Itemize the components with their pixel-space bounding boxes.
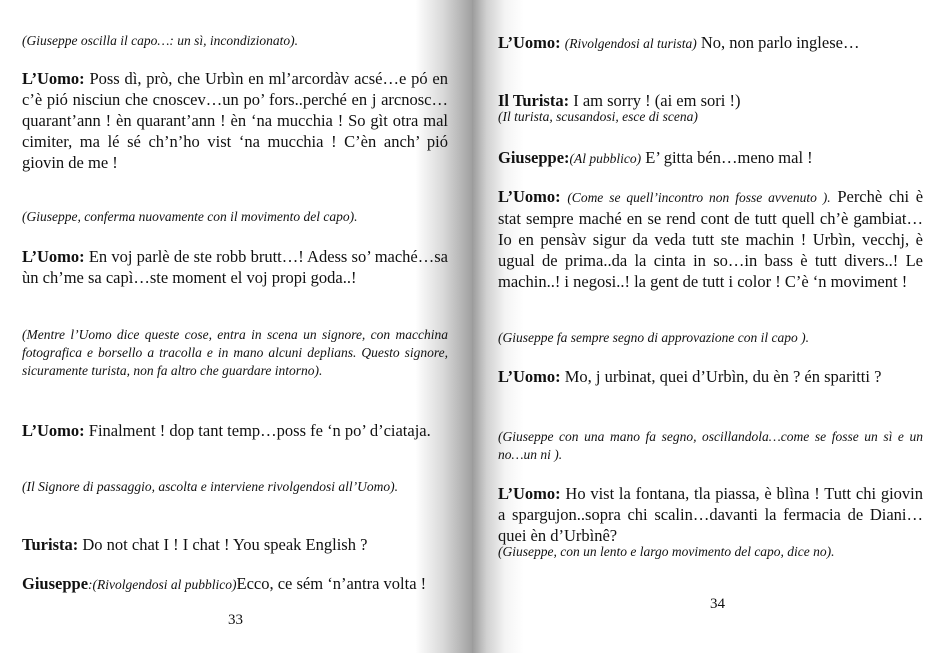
page-number: 33 — [228, 612, 243, 628]
speaker-name: Giuseppe: — [498, 148, 570, 167]
speaker-name: L’Uomo: — [22, 421, 85, 440]
stage-direction: (Giuseppe, conferma nuovamente con il movimento del capo). — [22, 209, 358, 224]
speaker-name: L’Uomo: — [498, 33, 561, 52]
speaker-name: Il Turista: — [498, 91, 570, 110]
inline-stage-direction: (Al pubblico) — [569, 151, 642, 166]
stage-direction: (Giuseppe fa sempre segno di approvazione con il capo ). — [498, 330, 809, 345]
stage-direction: (Il Signore di passaggio, ascolta e interviene rivolgendosi all’Uomo). — [22, 479, 398, 494]
dialogue-line — [498, 186, 923, 292]
dialogue-text: I am sorry ! (ai em sori !) — [573, 91, 741, 110]
dialogue-text: Finalment ! dop tant temp…poss fe ‘n po’ d’ciataja. — [88, 421, 431, 440]
dialogue-text: En voj parlè de ste robb brutt…! Adess so’ maché…sa ùn ch’me sa capì…ste moment el voj propi goda..! — [22, 247, 448, 287]
speaker-name: L’Uomo: — [22, 69, 85, 88]
dialogue-line — [498, 32, 923, 54]
stage-direction: (Giuseppe, con un lento e largo movimento del capo, dice no). — [498, 544, 835, 559]
stage-direction: (Giuseppe oscilla il capo…: un sì, incondizionato). — [22, 33, 298, 48]
dialogue-text: Do not chat I ! I chat ! You speak English ? — [82, 535, 368, 554]
right-page — [472, 0, 945, 653]
dialogue-text: Poss dì, prò, che Urbìn en ml’arcordàv acsé…e pó en c’è pió nisciun che cnoscev…un po’ fors..perché en j arcnosc…quarant’ann ! èn quarant’ann ! èn ‘na mucchia ! So gìt otra mal cimiter, ma lé sé ch’n’ho vist ‘na mucchia ! C’èn anch’ pió giovin de me ! — [22, 69, 448, 172]
speaker-name: Giuseppe — [22, 574, 89, 593]
stage-direction: (Mentre l’Uomo dice queste cose, entra in scena un signore, con macchina fotografica e borsello a tracolla e in mano alcuni deplians. Questo signore, sicuramente turista, non fa altro che guardare intorno). — [22, 327, 448, 378]
dialogue-line — [498, 483, 923, 546]
dialogue-line — [498, 366, 923, 387]
dialogue-text: Ho vist la fontana, tla piassa, è blìna ! Tutt chi giovin a spargujon..sopra chi scalin…davanti la fermacia de Diani… quei èn d’Urbìnê? — [498, 484, 923, 545]
inline-stage-direction: (Rivolgendosi al turista) — [564, 36, 697, 51]
stage-direction: (Il turista, scusandosi, esce di scena) — [498, 109, 698, 124]
dialogue-text: Perchè chi è stat sempre maché en se rend cont de tutt quell ch’è gambiat… Io en pensàv sigur da veda tutt ste machin ! Urbìn, vecchj, è ugual de prima..da la cinta in so…in bass è tutt divers..! Le machin..! i negosi..! la gent de tutt i color ! C’è ‘n moviment ! — [498, 187, 924, 291]
dialogue-line — [22, 420, 448, 441]
page-number: 34 — [710, 596, 725, 612]
speaker-name: L’Uomo: — [498, 367, 561, 386]
stage-direction: (Giuseppe con una mano fa segno, oscillandola…come se fosse un sì e un no…un ni ). — [498, 429, 923, 462]
inline-stage-direction: (Come se quell’incontro non fosse avvenuto ). — [567, 190, 831, 205]
dialogue-line — [22, 534, 448, 555]
speaker-name: L’Uomo: — [498, 484, 561, 503]
dialogue-text: E’ gitta bén…meno mal ! — [645, 148, 813, 167]
dialogue-text: No, non parlo inglese… — [700, 33, 860, 52]
speaker-name: Turista: — [22, 535, 79, 554]
dialogue-line — [22, 246, 448, 288]
dialogue-text: Mo, j urbinat, quei d’Urbìn, du èn ? én sparitti ? — [564, 367, 882, 386]
speaker-name: L’Uomo: — [498, 187, 561, 206]
speaker-name: L’Uomo: — [22, 247, 85, 266]
dialogue-line — [498, 147, 923, 169]
dialogue-line — [22, 68, 448, 173]
dialogue-text: Ecco, ce sém ‘n’antra volta ! — [236, 574, 427, 593]
inline-stage-direction: :(Rivolgendosi al pubblico) — [88, 577, 237, 592]
left-page — [0, 0, 472, 653]
dialogue-line — [22, 573, 448, 595]
